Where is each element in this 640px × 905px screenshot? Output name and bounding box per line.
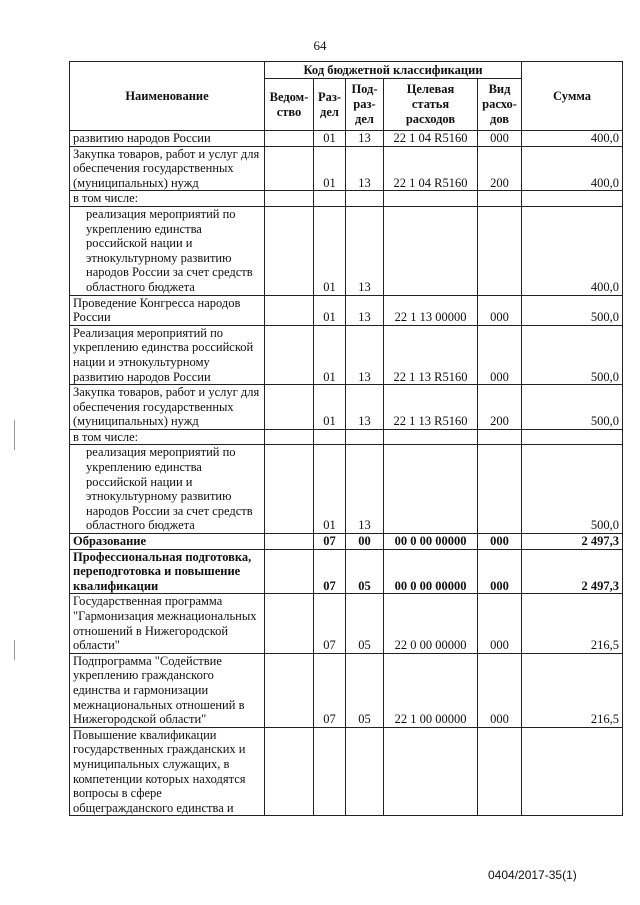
row-csr: 22 1 04 R5160: [384, 131, 478, 147]
row-sum: 500,0: [522, 445, 623, 534]
row-razdel: [314, 429, 346, 445]
row-name: Профессиональная подготовка, переподготовка и повышение квалификации: [70, 549, 265, 594]
row-podrazdel: 13: [346, 131, 384, 147]
row-razdel: 07: [314, 653, 346, 727]
row-vid: 200: [478, 146, 522, 191]
row-podrazdel: 13: [346, 146, 384, 191]
row-podrazdel: 13: [346, 385, 384, 430]
header-razdel: Раз-дел: [314, 79, 346, 131]
row-vid: 000: [478, 594, 522, 653]
row-razdel: 01: [314, 325, 346, 384]
row-podrazdel: 05: [346, 653, 384, 727]
row-vedom: [265, 206, 314, 295]
row-vedom: [265, 445, 314, 534]
table-row: [70, 385, 623, 430]
row-podrazdel: 13: [346, 445, 384, 534]
row-sum: 400,0: [522, 206, 623, 295]
row-csr: 00 0 00 00000: [384, 549, 478, 594]
header-vedom: Ведом-ство: [265, 79, 314, 131]
row-vedom: [265, 325, 314, 384]
row-podrazdel: 05: [346, 594, 384, 653]
row-csr: 22 1 00 00000: [384, 653, 478, 727]
table-row: [70, 131, 623, 147]
table-row: [70, 191, 623, 207]
row-razdel: 07: [314, 534, 346, 550]
table-row: [70, 429, 623, 445]
row-vedom: [265, 295, 314, 325]
row-csr: [384, 429, 478, 445]
row-csr: 22 1 13 R5160: [384, 385, 478, 430]
row-name: Повышение квалификации государственных гражданских и муниципальных служащих, в компетенции которых находятся вопросы в сфере общегражданского единства и: [70, 727, 265, 816]
row-name: Закупка товаров, работ и услуг для обеспечения государственных (муниципальных) нужд: [70, 385, 265, 430]
row-razdel: 01: [314, 146, 346, 191]
row-vid: [478, 206, 522, 295]
row-csr: [384, 206, 478, 295]
row-sum: 216,5: [522, 653, 623, 727]
page-number: 64: [313, 38, 327, 53]
row-vid: 000: [478, 325, 522, 384]
row-sum: 500,0: [522, 295, 623, 325]
row-vid: 000: [478, 653, 522, 727]
header-sum: Сумма: [522, 62, 623, 131]
row-podrazdel: [346, 191, 384, 207]
header-vid: Вид расхо-дов: [478, 79, 522, 131]
table-row: [70, 594, 623, 653]
row-podrazdel: 05: [346, 549, 384, 594]
table-row: [70, 549, 623, 594]
row-podrazdel: [346, 429, 384, 445]
row-vid: [478, 445, 522, 534]
header-classification-group: Код бюджетной классификации: [265, 62, 522, 79]
row-csr: 22 1 13 R5160: [384, 325, 478, 384]
budget-table: [69, 61, 623, 816]
row-vedom: [265, 429, 314, 445]
row-sum: 400,0: [522, 146, 623, 191]
row-name: в том числе:: [70, 429, 265, 445]
row-sum: [522, 191, 623, 207]
row-csr: 22 0 00 00000: [384, 594, 478, 653]
table-row: [70, 325, 623, 384]
row-razdel: 01: [314, 131, 346, 147]
table-row: [70, 295, 623, 325]
row-name: реализация мероприятий по укреплению единства российской нации и этнокультурному развитию народов России за счет средств областного бюджета: [70, 206, 265, 295]
row-csr: 22 1 13 00000: [384, 295, 478, 325]
row-name: реализация мероприятий по укреплению единства российской нации и этнокультурному развитию народов России за счет средств областного бюджета: [70, 445, 265, 534]
row-sum: 500,0: [522, 385, 623, 430]
row-sum: 2 497,3: [522, 549, 623, 594]
row-vedom: [265, 594, 314, 653]
row-csr: [384, 191, 478, 207]
row-csr: [384, 727, 478, 816]
row-podrazdel: 00: [346, 534, 384, 550]
row-razdel: 01: [314, 445, 346, 534]
row-sum: [522, 727, 623, 816]
row-name: Государственная программа "Гармонизация межнациональных отношений в Нижегородской области": [70, 594, 265, 653]
row-vedom: [265, 534, 314, 550]
row-name: Подпрограмма "Содействие укреплению гражданского единства и гармонизации межнациональных отношений в Нижегородской области": [70, 653, 265, 727]
row-podrazdel: 13: [346, 206, 384, 295]
row-name: Реализация мероприятий по укреплению единства российской нации и этнокультурному развитию народов России: [70, 325, 265, 384]
header-csr: Целевая статья расходов: [384, 79, 478, 131]
table-row: [70, 653, 623, 727]
row-vid: [478, 727, 522, 816]
row-csr: 00 0 00 00000: [384, 534, 478, 550]
row-podrazdel: 13: [346, 325, 384, 384]
table-row: [70, 206, 623, 295]
row-csr: [384, 445, 478, 534]
row-vedom: [265, 653, 314, 727]
row-razdel: 01: [314, 385, 346, 430]
row-vid: 200: [478, 385, 522, 430]
row-sum: [522, 429, 623, 445]
row-vid: 000: [478, 295, 522, 325]
row-sum: 400,0: [522, 131, 623, 147]
row-name: Закупка товаров, работ и услуг для обеспечения государственных (муниципальных) нужд: [70, 146, 265, 191]
table-row: [70, 445, 623, 534]
row-sum: 500,0: [522, 325, 623, 384]
row-razdel: 07: [314, 549, 346, 594]
row-vedom: [265, 146, 314, 191]
row-sum: 2 497,3: [522, 534, 623, 550]
row-vedom: [265, 191, 314, 207]
row-razdel: [314, 727, 346, 816]
table-row: [70, 534, 623, 550]
row-podrazdel: 13: [346, 295, 384, 325]
row-vid: [478, 191, 522, 207]
row-vedom: [265, 727, 314, 816]
row-sum: 216,5: [522, 594, 623, 653]
header-podrazdel: Под-раз-дел: [346, 79, 384, 131]
row-vid: [478, 429, 522, 445]
row-razdel: 01: [314, 206, 346, 295]
row-name: развитию народов России: [70, 131, 265, 147]
row-name: Образование: [70, 534, 265, 550]
row-razdel: [314, 191, 346, 207]
scan-margin-mark: [14, 640, 15, 660]
scan-margin-mark: [14, 420, 15, 450]
row-razdel: 01: [314, 295, 346, 325]
row-name: Проведение Конгресса народов России: [70, 295, 265, 325]
row-vedom: [265, 131, 314, 147]
row-razdel: 07: [314, 594, 346, 653]
row-vid: 000: [478, 549, 522, 594]
row-podrazdel: [346, 727, 384, 816]
row-name: в том числе:: [70, 191, 265, 207]
table-row: [70, 727, 623, 816]
header-name: Наименование: [70, 62, 265, 131]
row-vedom: [265, 385, 314, 430]
row-vid: 000: [478, 534, 522, 550]
row-csr: 22 1 04 R5160: [384, 146, 478, 191]
document-code: 0404/2017-35(1): [488, 868, 577, 882]
table-row: [70, 146, 623, 191]
row-vid: 000: [478, 131, 522, 147]
row-vedom: [265, 549, 314, 594]
